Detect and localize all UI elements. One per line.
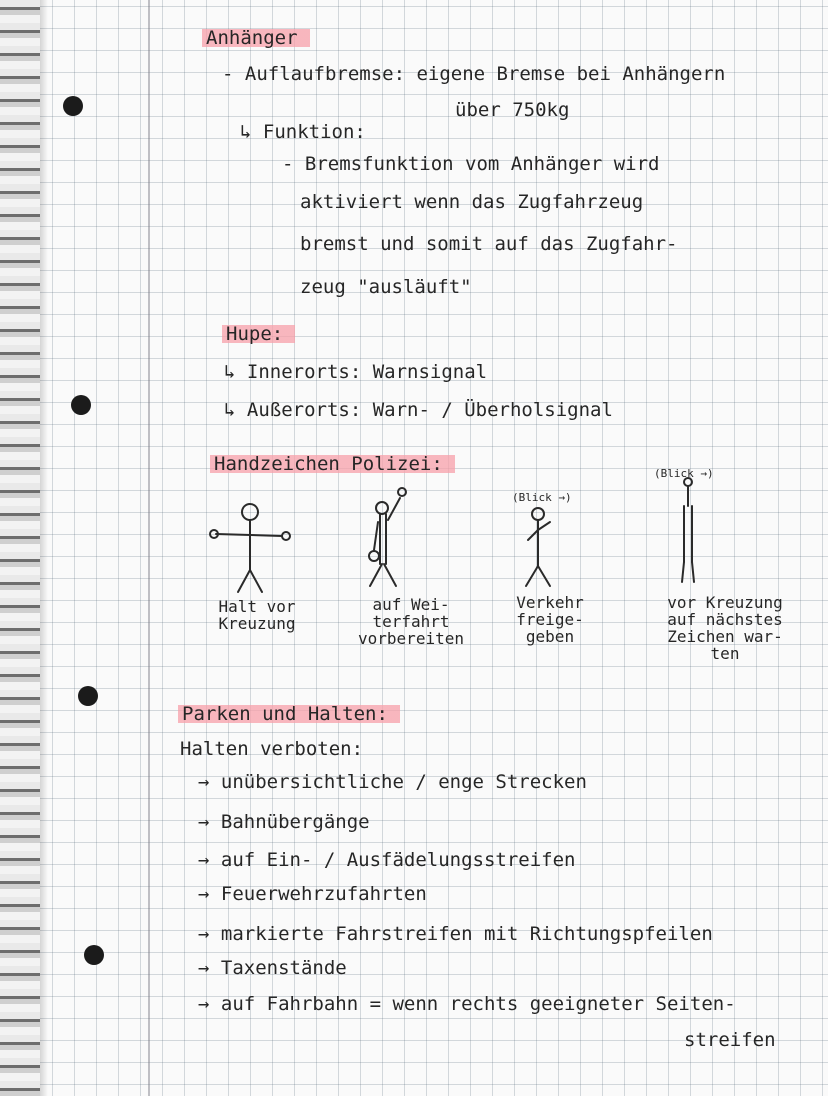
list-item: → Bahnübergänge <box>198 811 370 833</box>
figure-note: (Blick →) <box>654 467 714 480</box>
list-item: → auf Ein- / Ausfädelungsstreifen <box>198 849 576 871</box>
text-line: über 750kg <box>455 99 570 121</box>
figure-caption: Verkehr freige- geben <box>516 593 584 646</box>
text-line: - Bremsfunktion vom Anhänger wird <box>282 153 660 175</box>
figure-caption: auf Wei- terfahrt vorbereiten <box>358 595 464 648</box>
funktion-label: ↳ Funktion: <box>240 121 366 143</box>
text-line: aktiviert wenn das Zugfahrzeug <box>300 191 644 213</box>
subheading-halten-verboten: Halten verboten: <box>180 738 364 760</box>
section-heading-anhaenger: Anhänger <box>202 26 310 50</box>
stick-figure-halt <box>206 498 296 598</box>
list-item: → markierte Fahrstreifen mit Richtungspfeilen <box>198 923 713 945</box>
stick-figure-verkehr-freigegeben <box>508 504 572 592</box>
section-heading-handzeichen: Handzeichen Polizei: <box>210 452 455 476</box>
punch-hole <box>63 96 83 116</box>
text-line: ↳ Innerorts: Warnsignal <box>224 361 488 383</box>
margin-line <box>148 0 150 1096</box>
text-line: ↳ Außerorts: Warn- / Überholsignal <box>224 399 613 421</box>
section-heading-parken: Parken und Halten: <box>178 702 400 726</box>
stick-figure-weiterfahrt <box>354 484 434 596</box>
figure-note: (Blick →) <box>512 491 572 504</box>
punch-hole <box>71 395 91 415</box>
list-item-continuation: streifen <box>684 1029 776 1051</box>
spiral-binding <box>0 0 40 1096</box>
section-heading-hupe: Hupe: <box>222 322 295 346</box>
list-item: → Taxenstände <box>198 957 347 979</box>
stick-figure-kreuzung-warten <box>666 474 710 586</box>
figure-caption: vor Kreuzung auf nächstes Zeichen war- ten <box>667 593 783 663</box>
text-line: bremst und somit auf das Zugfahr- <box>300 233 678 255</box>
list-item: → auf Fahrbahn = wenn rechts geeigneter Seiten- <box>198 993 736 1015</box>
punch-hole <box>84 945 104 965</box>
text-line: zeug "ausläuft" <box>300 276 472 298</box>
list-item: → unübersichtliche / enge Strecken <box>198 771 587 793</box>
figure-caption: Halt vor Kreuzung <box>218 597 296 633</box>
punch-hole <box>78 686 98 706</box>
list-item: → Feuerwehrzufahrten <box>198 883 427 905</box>
binding-shadow <box>40 0 48 1096</box>
text-line: - Auflaufbremse: eigene Bremse bei Anhängern <box>222 63 726 85</box>
